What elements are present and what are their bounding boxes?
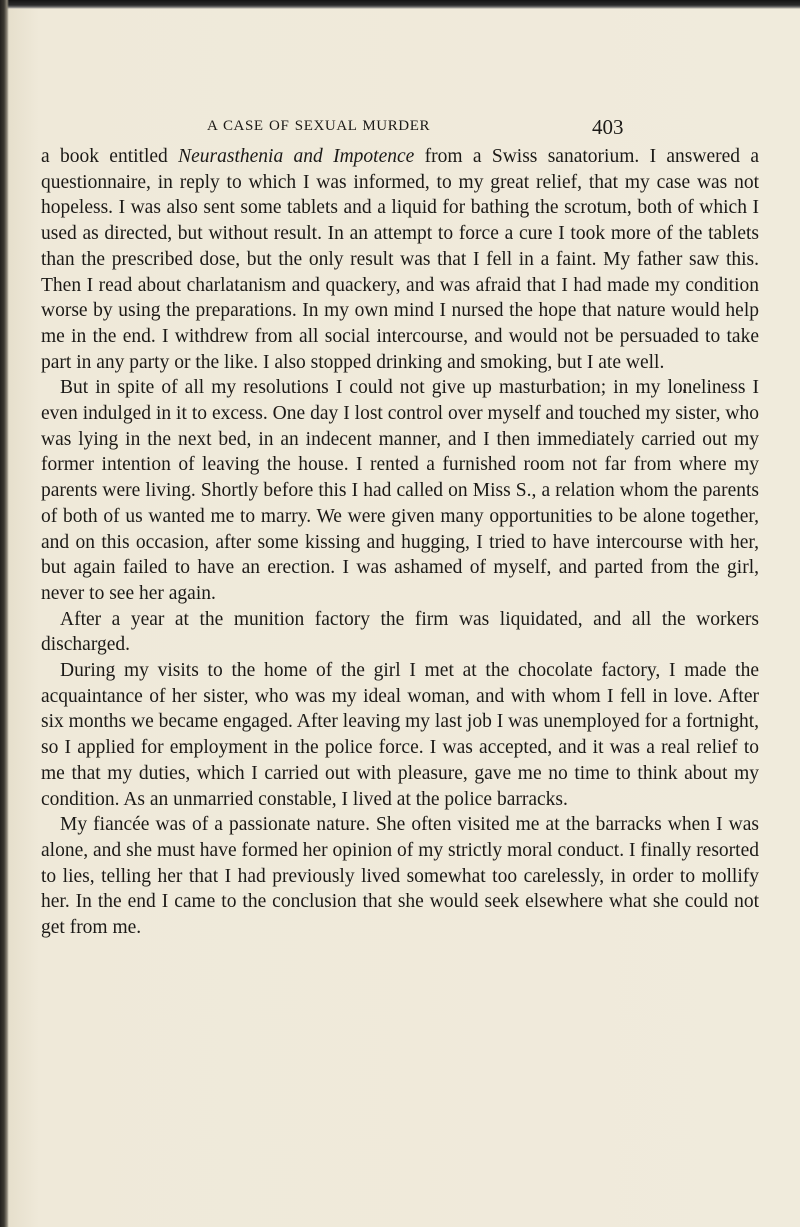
- paragraph: But in spite of all my resolutions I could not give up masturbation; in my loneliness I even indulged in it to excess. One day I lost control over myself and touched my sister, who was lying in the next bed, in an indecent manner, and I then immediately carried out my former intention of leaving the house. I rented a furnished room not far from where my parents were living. Shortly before this I had called on Miss S., a relation whom the parents of both of us wanted me to marry. We were given many opportunities to be alone together, and on this occasion, after some kissing and hugging, I tried to have intercourse with her, but again failed to have an erection. I was ashamed of myself, and parted from the girl, never to see her again.: [41, 377, 759, 604]
- scan-top-edge: [0, 0, 800, 9]
- page-number: 403: [592, 115, 624, 139]
- book-title: Neurasthenia and Impotence: [178, 146, 415, 167]
- paragraph: My fiancée was of a passionate nature. She often visited me at the barracks when I was alone, and she must have formed her opinion of my strictly moral conduct. I finally resorted to lies, telling her that I had previously lived somewhat too carelessly, in order to mollify her. In the end I came to the conclusion that she would seek elsewhere what she could not get from me.: [41, 814, 759, 939]
- paragraph: [41, 144, 759, 375]
- book-spine-edge: [0, 0, 9, 1227]
- paragraph-text: a book entitled: [41, 146, 179, 167]
- running-head: A CASE OF SEXUAL MURDER: [207, 118, 431, 134]
- page-header: [0, 115, 800, 142]
- paragraph: After a year at the munition factory the firm was liquidated, and all the workers discharged.: [41, 608, 759, 656]
- body-text: [41, 144, 759, 941]
- paragraph-text: from a Swiss sanatorium. I answered a questionnaire, in reply to which I was informed, to my great relief, that my case was not hopeless. I was also sent some tablets and a liquid for bathing the scrotum, both of which I used as directed, but without result. In an attempt to force a cure I took more of the tablets than the prescribed dose, but the only result was that I fell in a faint. My father saw this. Then I read about charlatanism and quackery, and was afraid that I had made my condition worse by using the preparations. In my own mind I nursed the hope that nature would help me in the end. I withdrew from all social intercourse, and would not be persuaded to take part in any party or the like. I also stopped drinking and smoking, but I ate well.: [41, 146, 759, 373]
- paragraph: During my visits to the home of the girl I met at the chocolate factory, I made the acquaintance of her sister, who was my ideal woman, and with whom I fell in love. After six months we became engaged. After leaving my last job I was unemployed for a fortnight, so I applied for employment in the police force. I was accepted, and it was a real relief to me that my duties, which I carried out with pleasure, gave me no time to think about my condition. As an unmarried constable, I lived at the police barracks.: [41, 660, 759, 810]
